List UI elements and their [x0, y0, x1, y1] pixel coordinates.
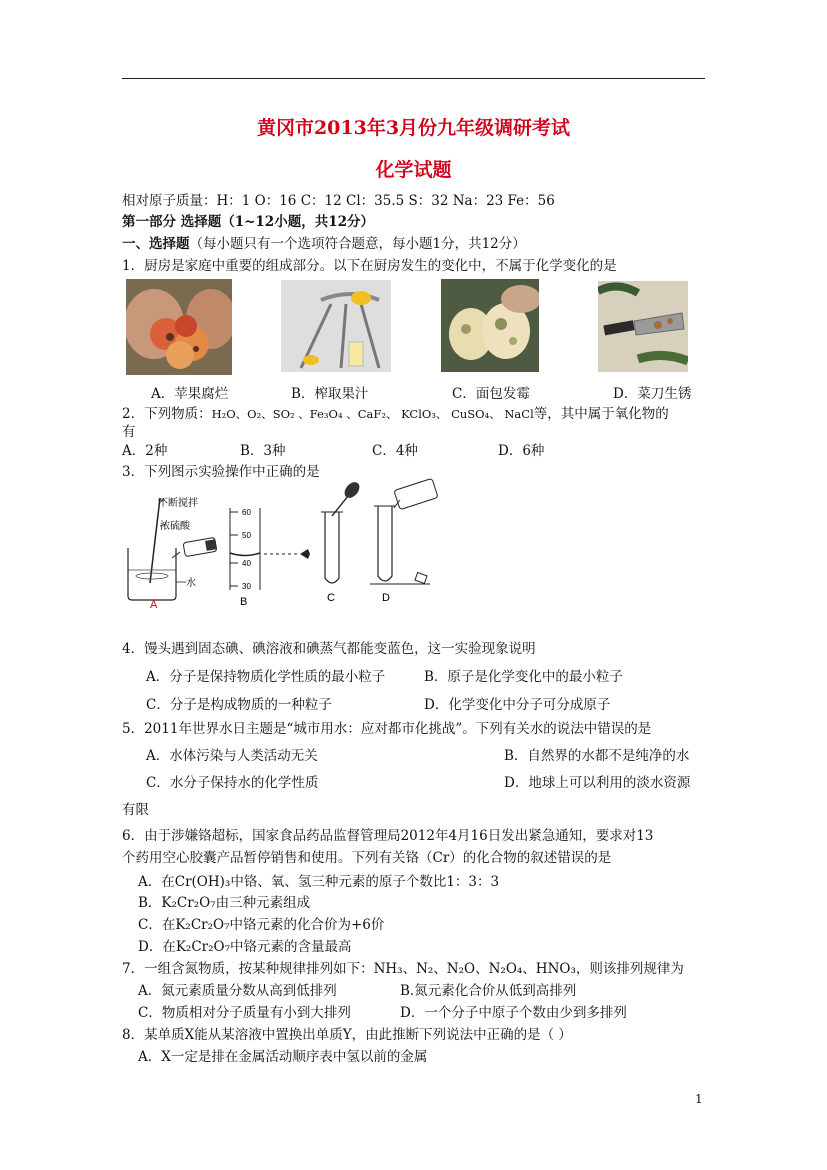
section-note: （每小题只有一个选项符合题意，每小题1分，共12分） [189, 236, 526, 252]
q2-option-b: B．3种 [240, 443, 286, 459]
diagram-d-pouring [370, 478, 438, 604]
atomic-masses: 相对原子质量：H：1 O：16 C：12 Cl：35.5 S：32 Na：23 Fe：56 [122, 193, 555, 209]
section-label: 一、选择题 [122, 236, 190, 252]
diagram-a-dilution [128, 496, 217, 610]
label-b: B [240, 596, 248, 608]
q4-option-b: B．原子是化学变化中的最小粒子 [424, 669, 623, 685]
q4-option-d: D．化学变化中分子可分成原子 [424, 697, 611, 713]
q8-stem: 8．某单质X能从某溶液中置换出单质Y，由此推断下列说法中正确的是（ ） [122, 1027, 572, 1043]
label-c: C [327, 592, 335, 604]
beaker-a [128, 548, 176, 600]
q2-option-c: C．4种 [372, 443, 418, 459]
q5-option-a: A．水体污染与人类活动无关 [146, 748, 318, 764]
q5-option-c: C．水分子保持水的化学性质 [146, 775, 319, 791]
q1-option-b: B．榨取果汁 [291, 386, 369, 402]
q5-wrap: 有限 [122, 802, 149, 818]
tick-30: 30 [242, 582, 251, 591]
q6-stem-1: 6．由于涉嫌铬超标，国家食品药品监督管理局2012年4月16日发出紧急通知，要求对13 [122, 828, 654, 844]
q1-option-a: A．苹果腐烂 [151, 386, 229, 402]
q5-option-d: D．地球上可以利用的淡水资源 [504, 775, 691, 791]
q3-diagram [120, 478, 460, 610]
rotten-apple-photo [126, 279, 232, 375]
q4-option-c: C．分子是构成物质的一种粒子 [146, 697, 332, 713]
q7-option-b: B.氮元素化合价从低到高排列 [400, 983, 577, 999]
q5-option-b: B．自然界的水都不是纯净的水 [504, 748, 690, 764]
q1-option-d: D．菜刀生锈 [613, 386, 692, 402]
label-d: D [382, 592, 390, 604]
q2-option-a: A．2种 [122, 443, 168, 459]
label-water: 水 [186, 578, 196, 589]
label-acid: 浓硫酸 [160, 521, 190, 532]
q7-option-c: C．物质相对分子质量有小到大排列 [138, 1005, 351, 1021]
q2-stem [122, 405, 669, 423]
juicer-drawing [281, 280, 391, 372]
q7-option-d: D．一个分子中原子个数由少到多排列 [400, 1005, 627, 1021]
rusty-knife-drawing [598, 281, 688, 372]
q4-option-a: A．分子是保持物质化学性质的最小粒子 [146, 669, 386, 685]
eye-icon [300, 549, 310, 559]
q2-option-d: D．6种 [498, 443, 545, 459]
q4-stem: 4．馒头遇到固态碘、碘溶液和碘蒸气都能变蓝色，这一实验现象说明 [122, 641, 536, 657]
diagram-b-reading [230, 508, 310, 608]
q2-stem-suffix: 等，其中属于氧化物的 [533, 406, 669, 422]
q1-option-c: C．面包发霉 [452, 386, 530, 402]
tick-50: 50 [242, 531, 251, 540]
q6-stem-2: 个药用空心胶囊产品暂停销售和使用。下列有关铬（Cr）的化合物的叙述错误的是 [122, 850, 612, 866]
page-number: 1 [695, 1092, 703, 1106]
exam-title: 黄冈市2013年3月份九年级调研考试 [256, 117, 571, 139]
rusty-knife-photo [598, 281, 688, 372]
q3-stem: 3．下列图示实验操作中正确的是 [122, 464, 320, 480]
moldy-bread-photo [441, 279, 539, 372]
tick-60: 60 [242, 508, 251, 517]
q2-formulas: H₂O、O₂、SO₂ 、Fe₃O₄ 、CaF₂、 KClO₃、 CuSO₄、 NaCl [211, 407, 534, 421]
q1-stem: 1．厨房是家庭中重要的组成部分。以下在厨房发生的变化中，不属于化学变化的是 [122, 258, 617, 274]
tick-40: 40 [242, 559, 251, 568]
section-heading [122, 235, 526, 253]
label-stir: 不断搅拌 [158, 498, 198, 509]
rotten-apple-drawing [126, 279, 232, 375]
header-rule [122, 78, 705, 79]
q8-option-a: A．X一定是排在金属活动顺序表中氢以前的金属 [138, 1049, 428, 1065]
exam-subtitle: 化学试题 [375, 159, 452, 181]
part1-heading: 第一部分 选择题（1~12小题，共12分） [122, 214, 374, 230]
q6-option-b: B．K₂Cr₂O₇由三种元素组成 [138, 895, 311, 911]
q7-stem: 7．一组含氮物质，按某种规律排列如下：NH₃、N₂、N₂O、N₂O₄、HNO₃，则该排列规律为 [122, 961, 684, 977]
q6-option-a: A．在Cr(OH)₃中铬、氧、氢三种元素的原子个数比1：3：3 [138, 874, 500, 890]
diagram-c-dropper [321, 479, 362, 604]
label-a: A [150, 599, 158, 610]
moldy-bread-drawing [441, 279, 539, 372]
juicer-photo [281, 280, 391, 372]
q6-option-c: C．在K₂Cr₂O₇中铬元素的化合价为+6价 [138, 917, 385, 933]
q2-stem-wrap: 有 [122, 424, 136, 440]
q7-option-a: A．氮元素质量分数从高到低排列 [138, 983, 337, 999]
q2-stem-prefix: 2．下列物质： [122, 406, 212, 422]
q5-stem: 5．2011年世界水日主题是“城市用水：应对都市化挑战”。下列有关水的说法中错误的是 [122, 721, 652, 737]
q6-option-d: D．在K₂Cr₂O₇中铬元素的含量最高 [138, 939, 352, 955]
